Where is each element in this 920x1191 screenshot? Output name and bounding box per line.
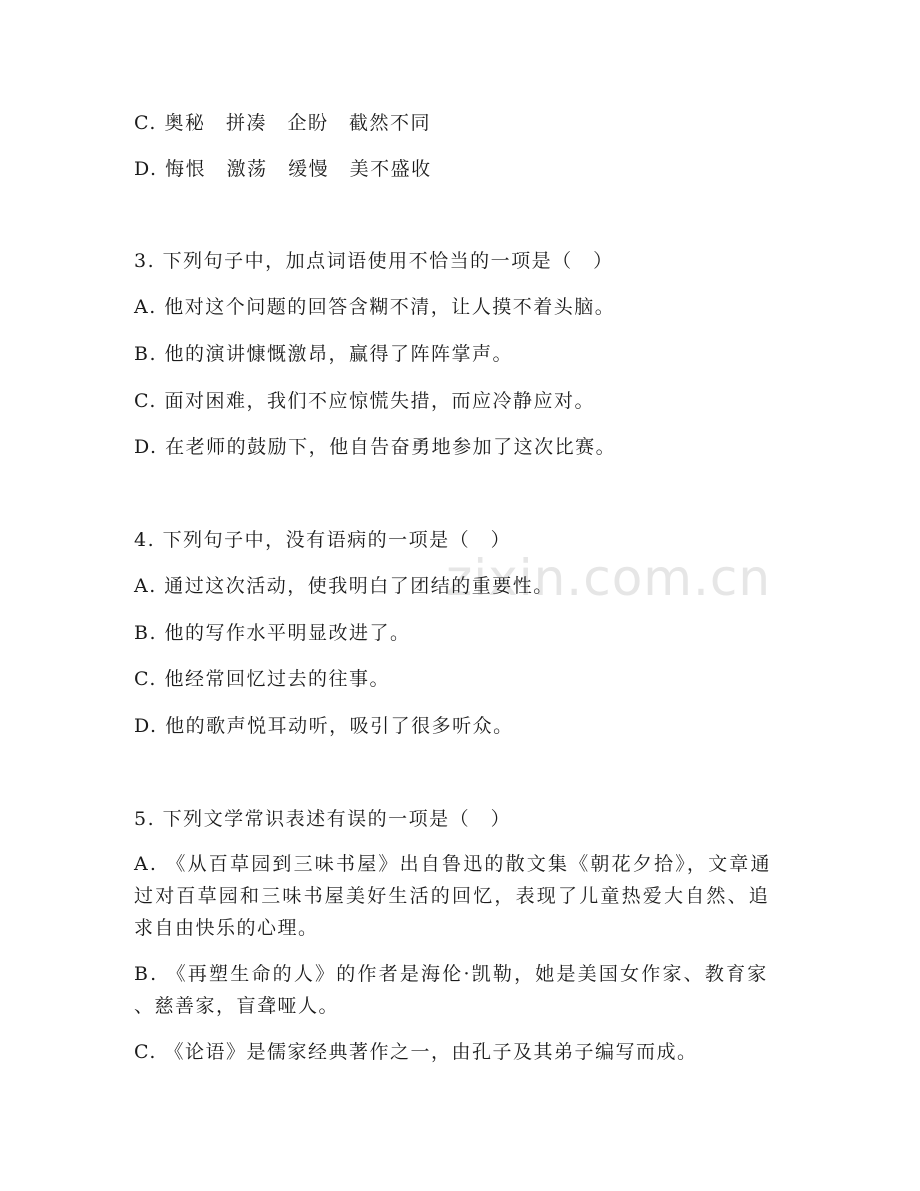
- q3-option-b: B. 他的演讲慷慨激昂，赢得了阵阵掌声。: [134, 343, 514, 365]
- q3-option-d: D. 在老师的鼓励下，他自告奋勇地参加了这次比赛。: [134, 436, 617, 458]
- q2-option-d: D. 悔恨 激荡 缓慢 美不盛收: [134, 158, 432, 180]
- q5-option-a-line3: 求自由快乐的心理。: [134, 917, 319, 939]
- q5-option-b-line2: 、慈善家，盲聋哑人。: [134, 995, 340, 1017]
- q4-option-d: D. 他的歌声悦耳动听，吸引了很多听众。: [134, 715, 514, 737]
- q4-option-c: C. 他经常回忆过去的往事。: [134, 668, 390, 690]
- q4-stem: 4. 下列句子中，没有语病的一项是（ ）: [134, 529, 512, 551]
- q3-option-a: A. 他对这个问题的回答含糊不清，让人摸不着头脑。: [134, 296, 616, 318]
- q5-option-a-line1: A. 《从百草园到三味书屋》出自鲁迅的散文集《朝花夕拾》，文章通: [134, 853, 772, 875]
- q4-option-a: A. 通过这次活动，使我明白了团结的重要性。: [134, 575, 554, 597]
- q3-option-c: C. 面对困难，我们不应惊慌失措，而应冷静应对。: [134, 390, 595, 412]
- q5-option-b-line1: B. 《再塑生命的人》的作者是海伦·凯勒，她是美国女作家、教育家: [134, 963, 769, 985]
- q3-stem: 3. 下列句子中，加点词语使用不恰当的一项是（ ）: [134, 250, 614, 272]
- watermark-text: zixin.com.cn: [446, 549, 772, 607]
- q4-option-b: B. 他的写作水平明显改进了。: [134, 622, 411, 644]
- q5-stem: 5. 下列文学常识表述有误的一项是（ ）: [134, 808, 512, 830]
- q2-option-c: C. 奥秘 拼凑 企盼 截然不同: [134, 112, 431, 134]
- q5-option-a-line2: 过对百草园和三味书屋美好生活的回忆，表现了儿童热爱大自然、追: [134, 885, 771, 907]
- q5-option-c: C. 《论语》是儒家经典著作之一，由孔子及其弟子编写而成。: [134, 1041, 698, 1063]
